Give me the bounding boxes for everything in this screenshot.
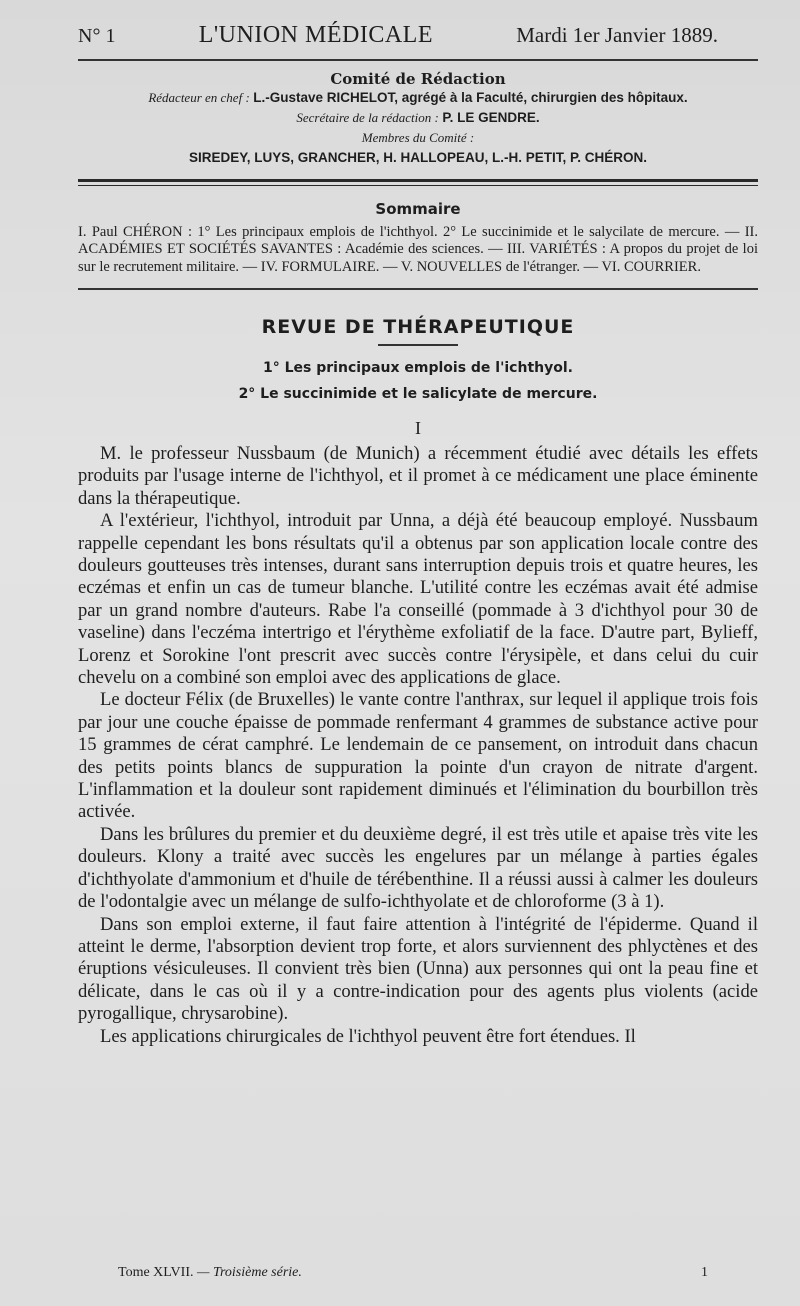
sommaire-text: I. Paul CHÉRON : 1° Les principaux emplois de l'ichthyol. 2° Le succinimide et le salycilate de mercure. — II. ACADÉMIES ET SOCIÉTÉS SAVANTES : Académie des sciences. — III. VARIÉTÉS : A propos du projet de loi sur le recrutement militaire. — IV. FORMULAIRE. — V. NOUVELLES de l'étranger. — VI. COURRIER. xyxy=(78,223,758,275)
editor-label: Rédacteur en chef : xyxy=(148,90,250,106)
article-body xyxy=(78,443,758,1048)
masthead-rule xyxy=(78,59,758,61)
paragraph: Le docteur Félix (de Bruxelles) le vante contre l'anthrax, sur lequel il applique trois fois par jour une couche épaisse de pommade renfermant 4 grammes de substance active pour 15 grammes de cérat camphré. Le lendemain de ce pansement, on introduit dans chacun des petits points blancs de suppuration la pointe d'un crayon de nitrate d'argent. L'inflammation et la douleur sont rapidement diminués et l'élimination du bourbillon très activée. xyxy=(78,689,758,823)
editor-name: L.-Gustave RICHELOT, agrégé à la Faculté, chirurgien des hôpitaux. xyxy=(253,90,688,106)
series-label: — Troisième série. xyxy=(197,1265,302,1280)
paragraph: A l'extérieur, l'ichthyol, introduit par Unna, a déjà été beaucoup employé. Nussbaum rappelle cependant les bons résultats qu'il a obtenus par son application locale contre des douleurs goutteuses très intenses, durant sans interruption depuis trois et quatre heures, les eczémas et enfin un cas de tumeur blanche. L'utilité contre les eczémas avait été admise par un grand nombre d'auteurs. Rabe l'a conseillé (pommade à 3 d'ichthyol pour 30 de vaseline) dans l'eczéma intertrigo et l'érythème exfoliatif de la face. D'autre part, Bylieff, Lorenz et Sorokine l'ont prescrit avec succès contre l'érysipèle, et dans celui du cuir chevelu on a combiné son emploi avec des applications de glace. xyxy=(78,510,758,689)
article-subtitle-2: 2° Le succinimide et le salicylate de mercure. xyxy=(238,385,598,402)
journal-title: L'UNION MÉDICALE xyxy=(198,22,433,48)
paragraph: Les applications chirurgicales de l'ichthyol peuvent être fort étendues. Il xyxy=(100,1025,636,1047)
editor-line xyxy=(78,89,758,109)
masthead xyxy=(78,22,758,49)
committee-heading: Comité de Rédaction xyxy=(330,70,506,88)
volume-label: Tome XLVII. xyxy=(118,1265,194,1280)
issue-number: N° 1 xyxy=(78,25,116,47)
page-number: 1 xyxy=(701,1265,708,1280)
volume-info xyxy=(118,1265,302,1281)
committee-double-rule xyxy=(78,179,758,186)
paragraph: Dans les brûlures du premier et du deuxième degré, il est très utile et apaise très vite les douleurs. Klony a traité avec succès les engelures par un mélange à parties égales d'ichthyolate d'ammonium et d'huile de térébenthine. Il a réussi aussi à calmer les douleurs de l'odontalgie avec un mélange de sulfo-ichthyolate et de chloroforme (3 à 1). xyxy=(78,823,758,913)
article-subtitle-1: 1° Les principaux emplois de l'ichthyol. xyxy=(263,359,573,376)
members-label: Membres du Comité : xyxy=(361,130,475,146)
paragraph: M. le professeur Nussbaum (de Munich) a récemment étudié avec détails les effets produits par l'usage interne de l'ichthyol, et il promet à ce médicament une place éminente dans la thérapeutique. xyxy=(78,442,758,509)
editorial-committee xyxy=(78,69,758,169)
secretary-label: Secrétaire de la rédaction : xyxy=(296,110,439,126)
paragraph: Dans son emploi externe, il faut faire attention à l'intégrité de l'épiderme. Quand il atteint le derme, l'absorption devient trop forte, et alors surviennent des phlyctènes et des éruptions vésiculeuses. Il convient très bien (Unna) aux personnes qui ont la peau fine et délicate, dans le cas où il y a contre-indication pour des agents plus violents (acide pyrogallique, chrysarobine). xyxy=(78,913,758,1025)
page-footer xyxy=(118,1265,708,1281)
members-label-line xyxy=(78,129,758,149)
sommaire-heading: Sommaire xyxy=(375,199,461,218)
secretary-line xyxy=(78,109,758,129)
section-title-underline xyxy=(378,344,458,346)
part-number: I xyxy=(415,417,421,438)
section-title: REVUE DE THÉRAPEUTIQUE xyxy=(261,315,575,338)
issue-date: Mardi 1er Janvier 1889. xyxy=(516,23,718,47)
members-line xyxy=(78,149,758,169)
secretary-name: P. LE GENDRE. xyxy=(442,110,540,126)
sommaire-rule xyxy=(78,288,758,290)
members-names: SIREDEY, LUYS, GRANCHER, H. HALLOPEAU, L.-H. PETIT, P. CHÉRON. xyxy=(188,149,648,165)
